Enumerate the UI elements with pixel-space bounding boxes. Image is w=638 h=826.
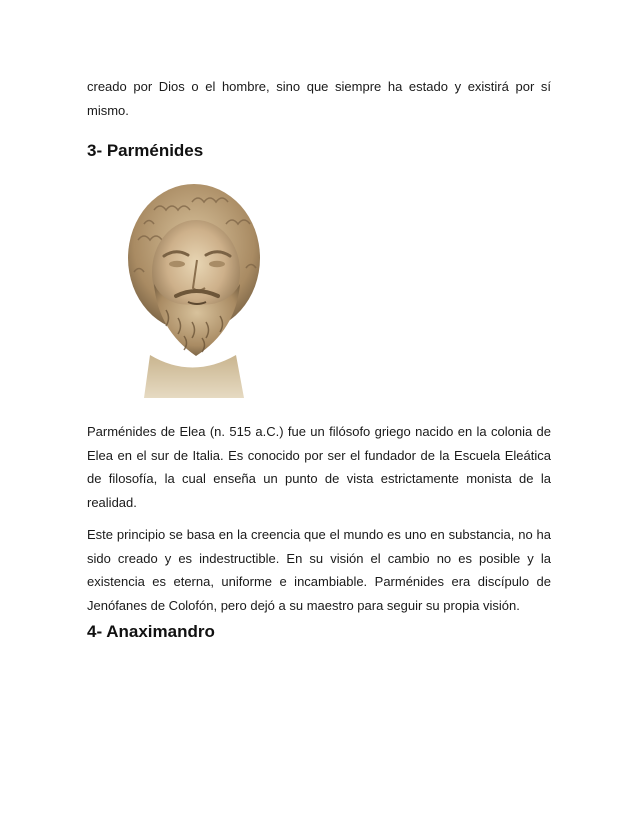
parmenides-paragraph-2: Este principio se basa en la creencia que el mundo es uno en substancia, no ha sido creado y es indestructible. En su visión el cambio no es posible y la existencia es eterna, uniforme e incambiable. Parménides era discípulo de Jenófanes de Colofón, pero dejó a su maestro para seguir su propia visión. bbox=[87, 527, 551, 613]
continuation-paragraph: creado por Dios o el hombre, sino que siempre ha estado y existirá por sí mismo. bbox=[87, 79, 551, 118]
section-heading-parmenides: 3- Parménides bbox=[87, 141, 204, 160]
section-heading-anaximandro: 4- Anaximandro bbox=[87, 622, 215, 641]
parmenides-bust-image bbox=[114, 180, 269, 398]
parmenides-paragraph-1: Parménides de Elea (n. 515 a.C.) fue un filósofo griego nacido en la colonia de Elea en el sur de Italia. Es conocido por ser el fundador de la Escuela Eleática de filosofía, la cual enseña un punto de vista estrictamente monista de la realidad. bbox=[87, 424, 551, 510]
